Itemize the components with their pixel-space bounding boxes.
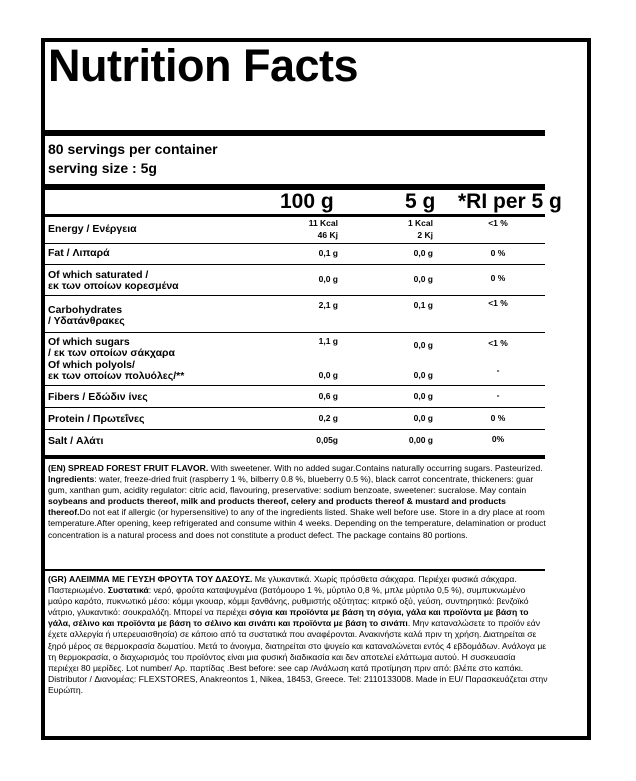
- en-product-name: (EN) SPREAD FOREST FRUIT FLAVOR.: [48, 463, 209, 473]
- title-divider: [43, 130, 545, 136]
- gr-allergens: σόγια και προϊόντα με βάση τη σόγια, γάλα και προϊόντα με βάση το γάλα, σέλινο και προϊόντα με βάση το σέλινο και σινάπι και προϊόντα με βάση το σινάπι: [48, 607, 529, 629]
- value-100g: 1,1 g: [318, 336, 338, 346]
- col-header-ri: *RI per 5 g: [458, 190, 562, 213]
- value-100g: 0,1 g: [318, 248, 338, 258]
- nutrition-title: Nutrition Facts: [48, 40, 359, 91]
- value-5g: 0,0 g: [413, 248, 433, 258]
- value-ri: 0 %: [490, 273, 506, 283]
- value-ri: <1 %: [488, 338, 508, 348]
- nutrient-name: Fibers / Εδώδιν ίνες: [48, 391, 148, 403]
- value-5g: 0,0 g: [413, 340, 433, 350]
- greek-description: (GR) ΑΛΕΙΜΜΑ ΜΕ ΓΕΥΣΗ ΦΡΟΥΤΑ ΤΟΥ ΔΑΣΟΥΣ. Με γλυκαντικά. Χωρίς πρόσθετα σάκχαρα. Περιέχει φυσικά σάκχαρα. Παστεριωμένο. Συστατικά: νερό, φρούτα καταψυγμένα (βατόμουρο 1 %, μύρτιλο 0,8 %, μπλε μύρτιλο 0,5 %), συμπυκνωμένο μαύρο καρότο, πυκνωτικό μέσο: κόμμι γκουαρ, κόμμι ξανθάνης, ρυθμιστής οξύτητας: κιτρικό οξύ, γεύση, συντηρητικό: βενζοϊκό νάτριο, γλυκαντικό: σουκραλόζη. Μπορεί να περιέχει σόγια και προϊόντα με βάση τη σόγια, γάλα και προϊόντα με βάση το γάλα, σέλινο και προϊόντα με βάση το σέλινο και σινάπι και προϊόντα με βάση το σινάπι. Μην καταναλώσετε το προϊόν εάν έχετε αλλεργία ή υπερευαισθησία) σε κάποιο από τα συστατικά που αναφέρονται. Ανακινήστε καλά πριν τη χρήση. Διατηρείται σε ξηρό μέρος σε θερμοκρασία δωματίου. Μετά το άνοιγμα, διατηρείται στο ψυγείο και καταναλώνεται εντός 4 εβδομάδων. Ανάλογα με τη θερμοκρασία, ο διαχωρισμός του προϊόντος είναι μια φυσική διαδικασία και δεν αποτελεί ελάττωμα αυτού. Η συσκευασία περιέχει 80 μερίδες. Lot number/ Αρ. παρτίδας .Best before: see cap /Ανάλωση κατά προτίμηση πριν από: βλέπε στο καπάκι. Distributor / Διανομέας: FLEXSTORES, Anakreontos 1, Nikea, 18453, Greece. Tel: 2110133008. Made in EU/ Παρασκευάζεται στην Ευρώπη.: [48, 574, 548, 695]
- value-100g: 11 Kcal: [308, 218, 338, 228]
- col-header-100g: 100 g: [280, 190, 334, 213]
- value-5g-kj: 2 Kj: [417, 230, 433, 240]
- table-bottom-divider: [43, 455, 545, 459]
- nutrient-name-greek: / εκ των οποίων σάκχαρα: [48, 347, 175, 359]
- value-5g: 0,0 g: [413, 274, 433, 284]
- en-allergens: soybeans and products thereof, milk and products thereof, celery and products thereof & mustard and products thereof.: [48, 496, 506, 518]
- nutrient-name: Of which polyols/: [48, 359, 135, 371]
- serving-size: serving size : 5g: [48, 160, 157, 176]
- nutrient-name-greek: εκ των οποίων πολυόλες/**: [48, 370, 185, 382]
- col-header-5g: 5 g: [405, 190, 436, 213]
- value-ri: 0 %: [490, 248, 506, 258]
- nutrient-name: Protein / Πρωτεΐνες: [48, 413, 145, 425]
- value-ri: -: [496, 365, 500, 375]
- nutrient-name: Salt / Αλάτι: [48, 435, 104, 447]
- table-row: [43, 265, 545, 295]
- value-ri: <1 %: [488, 218, 508, 228]
- servings-per-container: 80 servings per container: [48, 141, 218, 157]
- value-5g: 0,1 g: [413, 300, 433, 310]
- value-100g: 0,0 g: [318, 370, 338, 380]
- en-ingredients-label: Ingredients: [48, 474, 95, 485]
- nutrient-name: Energy / Ενέργεια: [48, 223, 137, 235]
- value-100g: 0,6 g: [318, 391, 338, 401]
- table-row: [43, 218, 545, 242]
- table-row: [43, 430, 545, 452]
- value-100g: 2,1 g: [318, 300, 338, 310]
- value-5g: 1 Kcal: [407, 218, 433, 228]
- nutrient-name-greek: / Υδατάνθρακες: [48, 315, 125, 327]
- value-ri: 0%: [491, 434, 505, 444]
- value-5g: 0,0 g: [413, 370, 433, 380]
- language-divider: [43, 569, 545, 571]
- gr-ingredients-label: Συστατικά: [107, 585, 149, 596]
- value-5g: 0,0 g: [413, 413, 433, 423]
- nutrient-name: Of which sugars: [48, 336, 130, 348]
- nutrient-name: Of which saturated /: [48, 269, 149, 281]
- table-row: [43, 386, 545, 407]
- nutrient-name-greek: εκ των οποίων κορεσμένα: [48, 280, 179, 292]
- table-row: [43, 408, 545, 429]
- table-row: [43, 296, 545, 332]
- value-5g: 0,00 g: [408, 435, 433, 445]
- value-ri: 0 %: [490, 413, 506, 423]
- value-5g: 0,0 g: [413, 391, 433, 401]
- value-ri: <1 %: [488, 298, 508, 308]
- header-divider: [43, 214, 545, 217]
- gr-product-name: (GR) ΑΛΕΙΜΜΑ ΜΕ ΓΕΥΣΗ ΦΡΟΥΤΑ ΤΟΥ ΔΑΣΟΥΣ.: [48, 574, 253, 584]
- value-ri: -: [496, 390, 500, 400]
- nutrient-name: Fat / Λιπαρά: [48, 247, 110, 259]
- value-100g: 0,2 g: [318, 413, 338, 423]
- english-description: (EN) SPREAD FOREST FRUIT FLAVOR. With sweetener. With no added sugar.Contains naturally occurring sugars. Pasteurized. Ingredients: water, freeze-dried fruit (raspberry 1 %, bilberry 0.8 %, blueberry 0.5 %), black carrot concentrate, thickeners: guar gum, xanthan gum, acidity regulator: citric acid, flavouring, preservative: sodium benzoate, sweetener: sucralose. May contain soybeans and products thereof, milk and products thereof, celery and products thereof & mustard and products thereof.Do not eat if allergic (or hypersensitive) to any of the ingredients listed. Shake well before use. Store in a dry place at room temperature.After opening, keep refrigerated and consume within 4 weeks. Depending on the temperature, delamination or product concentration is a natural process and does not constitute a product defect. The package contains 80 portions.: [48, 463, 546, 540]
- table-row: [43, 244, 545, 264]
- value-100g-kj: 46 Kj: [317, 230, 338, 240]
- value-100g: 0,05g: [316, 435, 338, 445]
- table-row: [43, 358, 545, 384]
- nutrient-name: Carbohydrates: [48, 304, 123, 316]
- value-100g: 0,0 g: [318, 274, 338, 284]
